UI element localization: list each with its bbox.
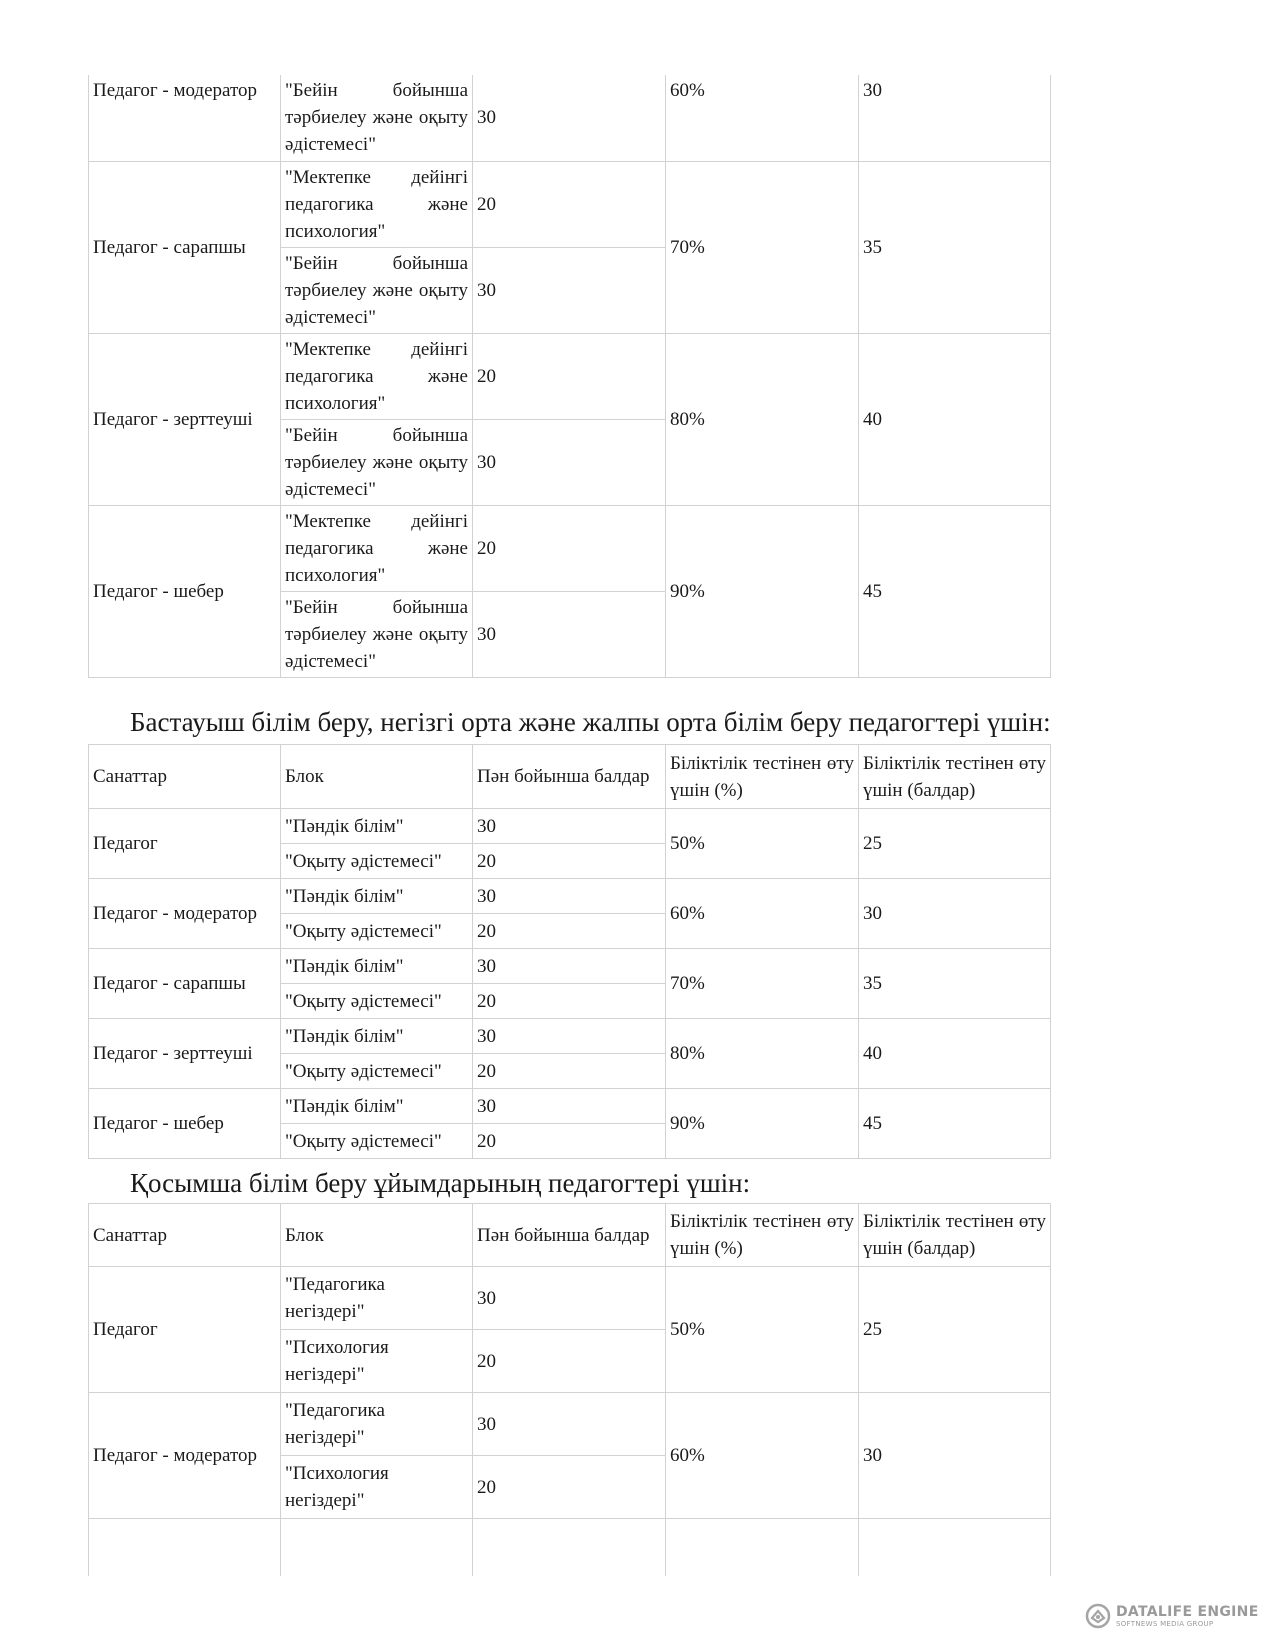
percent-cell: 60% [666, 879, 859, 949]
block-cell: "Пәндік білім" [281, 949, 473, 984]
points-cell: 35 [859, 161, 1051, 333]
empty-cell [859, 1519, 1051, 1576]
watermark-subtitle: SOFTNEWS MEDIA GROUP [1116, 1619, 1214, 1628]
score-cell: 20 [473, 1456, 666, 1519]
points-cell: 25 [859, 809, 1051, 879]
header-block: Блок [281, 1204, 473, 1267]
percent-cell: 70% [666, 161, 859, 333]
score-cell: 30 [473, 1393, 666, 1456]
header-block: Блок [281, 745, 473, 809]
table-row [89, 161, 1051, 247]
percent-cell: 90% [666, 505, 859, 677]
score-cell: 30 [473, 949, 666, 984]
category-cell: Педагог - модератор [89, 879, 281, 949]
block-cell: "Психология негіздері" [281, 1330, 473, 1393]
header-pass-points: Біліктілік тестінен өту үшін (балдар) [859, 1204, 1051, 1267]
category-cell: Педагог - шебер [89, 505, 281, 677]
category-cell: Педагог - модератор [89, 1393, 281, 1519]
header-categories: Санаттар [89, 745, 281, 809]
header-subject-points: Пән бойынша балдар [473, 745, 666, 809]
watermark-title: DATALIFE ENGINE [1116, 1603, 1259, 1620]
score-cell: 20 [473, 1124, 666, 1159]
block-cell: "Мектепке дейінгі педагогика және психология" [281, 161, 473, 247]
score-cell: 20 [473, 1330, 666, 1393]
header-pass-points: Біліктілік тестінен өту үшін (балдар) [859, 745, 1051, 809]
block-cell: "Оқыту әдістемесі" [281, 1054, 473, 1089]
empty-cell [281, 1519, 473, 1576]
points-cell: 40 [859, 1019, 1051, 1089]
table-row [89, 1019, 1051, 1054]
category-cell: Педагог [89, 809, 281, 879]
score-cell: 30 [473, 75, 666, 161]
category-cell: Педагог - зерттеуші [89, 333, 281, 505]
category-cell: Педагог [89, 1267, 281, 1393]
score-cell: 30 [473, 419, 666, 505]
empty-cell [89, 1519, 281, 1576]
score-cell: 20 [473, 914, 666, 949]
percent-cell: 80% [666, 333, 859, 505]
datalife-logo-icon [1085, 1603, 1111, 1629]
block-cell: "Бейін бойынша тәрбиелеу және оқыту әдістемесі" [281, 419, 473, 505]
table-row [89, 333, 1051, 419]
table-general-education [88, 744, 1051, 1159]
score-cell: 20 [473, 984, 666, 1019]
header-pass-percent: Біліктілік тестінен өту үшін (%) [666, 1204, 859, 1267]
percent-cell: 50% [666, 809, 859, 879]
block-cell: "Психология негіздері" [281, 1456, 473, 1519]
table-row [89, 1267, 1051, 1330]
points-cell: 30 [859, 1393, 1051, 1519]
percent-cell: 90% [666, 1089, 859, 1159]
score-cell: 20 [473, 161, 666, 247]
score-cell: 30 [473, 591, 666, 677]
section-heading-additional-education: Қосымша білім беру ұйымдарының педагогтері үшін: [130, 1168, 751, 1198]
percent-cell: 60% [666, 75, 859, 161]
block-cell: "Оқыту әдістемесі" [281, 984, 473, 1019]
table-row [89, 1393, 1051, 1456]
block-cell: "Мектепке дейінгі педагогика және психология" [281, 333, 473, 419]
score-cell: 30 [473, 247, 666, 333]
empty-cell [666, 1519, 859, 1576]
score-cell: 30 [473, 809, 666, 844]
points-cell: 40 [859, 333, 1051, 505]
points-cell: 35 [859, 949, 1051, 1019]
table-header-row [89, 745, 1051, 809]
category-cell: Педагог - зерттеуші [89, 1019, 281, 1089]
block-cell: "Пәндік білім" [281, 1089, 473, 1124]
block-cell: "Пәндік білім" [281, 809, 473, 844]
score-cell: 20 [473, 1054, 666, 1089]
block-cell: "Пәндік білім" [281, 1019, 473, 1054]
table-row [89, 75, 1051, 161]
score-cell: 20 [473, 333, 666, 419]
table-row [89, 505, 1051, 591]
percent-cell: 80% [666, 1019, 859, 1089]
score-cell: 20 [473, 505, 666, 591]
block-cell: "Оқыту әдістемесі" [281, 914, 473, 949]
table-row [89, 879, 1051, 914]
block-cell: "Мектепке дейінгі педагогика және психология" [281, 505, 473, 591]
score-cell: 30 [473, 1089, 666, 1124]
table-additional-education [88, 1203, 1051, 1576]
score-cell: 30 [473, 1019, 666, 1054]
points-cell: 30 [859, 879, 1051, 949]
block-cell: "Пәндік білім" [281, 879, 473, 914]
score-cell: 20 [473, 844, 666, 879]
points-cell: 45 [859, 505, 1051, 677]
block-cell: "Педагогика негіздері" [281, 1393, 473, 1456]
header-pass-percent: Біліктілік тестінен өту үшін (%) [666, 745, 859, 809]
watermark [1085, 1603, 1259, 1629]
category-cell: Педагог - сарапшы [89, 161, 281, 333]
category-cell: Педагог - сарапшы [89, 949, 281, 1019]
table-preschool-continuation [88, 75, 1051, 678]
score-cell: 30 [473, 879, 666, 914]
score-cell: 30 [473, 1267, 666, 1330]
table-header-row [89, 1204, 1051, 1267]
header-subject-points: Пән бойынша балдар [473, 1204, 666, 1267]
section-heading-general-education: Бастауыш білім беру, негізгі орта және жалпы орта білім беру педагогтері үшін: [130, 707, 1051, 737]
table-row [89, 809, 1051, 844]
percent-cell: 70% [666, 949, 859, 1019]
percent-cell: 50% [666, 1267, 859, 1393]
block-cell: "Бейін бойынша тәрбиелеу және оқыту әдістемесі" [281, 75, 473, 161]
block-cell: "Бейін бойынша тәрбиелеу және оқыту әдістемесі" [281, 591, 473, 677]
table-row [89, 1089, 1051, 1124]
points-cell: 45 [859, 1089, 1051, 1159]
block-cell: "Педагогика негіздері" [281, 1267, 473, 1330]
category-cell: Педагог - модератор [89, 75, 281, 161]
empty-cell [473, 1519, 666, 1576]
points-cell: 25 [859, 1267, 1051, 1393]
category-cell: Педагог - шебер [89, 1089, 281, 1159]
block-cell: "Оқыту әдістемесі" [281, 844, 473, 879]
block-cell: "Оқыту әдістемесі" [281, 1124, 473, 1159]
header-categories: Санаттар [89, 1204, 281, 1267]
table-row-empty [89, 1519, 1051, 1576]
table-row [89, 949, 1051, 984]
percent-cell: 60% [666, 1393, 859, 1519]
block-cell: "Бейін бойынша тәрбиелеу және оқыту әдістемесі" [281, 247, 473, 333]
points-cell: 30 [859, 75, 1051, 161]
